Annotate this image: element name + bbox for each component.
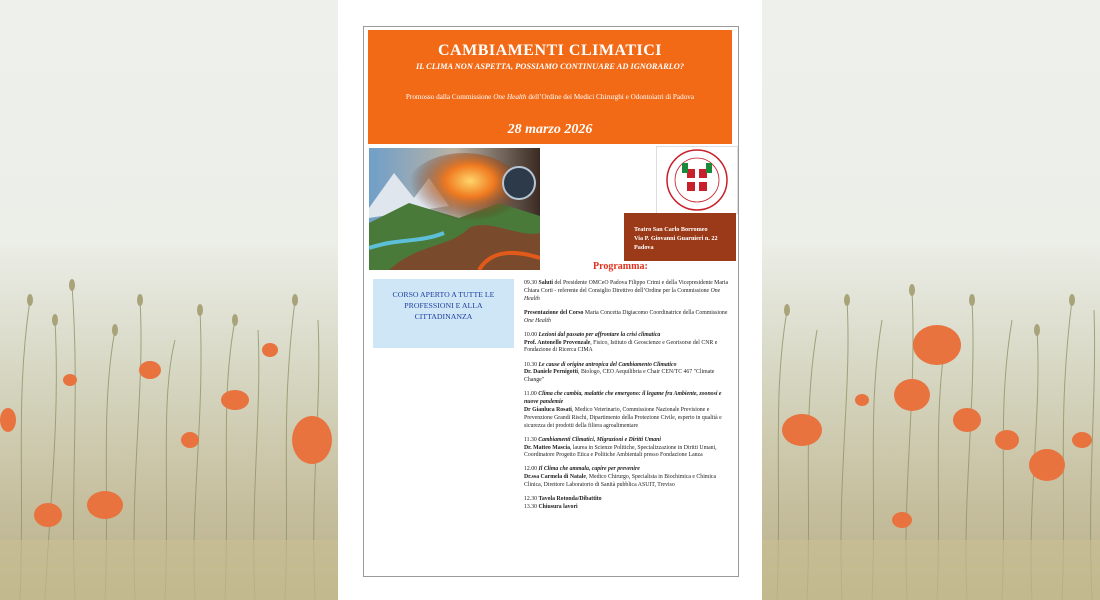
venue-name: Teatro San Carlo Borromeo: [634, 226, 708, 233]
event-subtitle: IL CLIMA NON ASPETTA, POSSIAMO CONTINUARE AD IGNORARLO?: [415, 62, 685, 71]
medical-order-logo: [656, 146, 738, 214]
program-item-1200: 12.00 Il Clima che ammala, capire per prevenire Dr.ssa Carmela di Natale, Medico Chirurgo, Specialista in Biochimica e Chimica Clinica, Direttore Laboratorio di Sanità pubblica ASUIT, Treviso: [524, 466, 717, 489]
program-list: [524, 280, 730, 518]
header-banner: [368, 30, 732, 144]
program-item-0930: 09.30 Saluti del Presidente OMCeO Padova Filippo Crimi e della Vicepresidente Maria Chiara Corti - referente del Consiglio Direttivo dell’Ordine per la Commissione One Health: [524, 280, 729, 302]
program-item-1000: 10.00 Lezioni dal passato per affrontare la crisi climatica Prof. Antonello Provenzale, Fisico, Istituto di Geoscienze e Georisorse del CNR e Fondazione di Ricerca CIMA: [524, 331, 718, 354]
program-item-1130: 11.30 Cambiamenti Climatici, Migrazioni e Diritti Umani Dr. Matteo Mascia, laurea in Scienze Politiche, Specializzazione in Diritti Umani, Coordinatore Progetto Etica e Politiche Ambientali presso Fondazione Lanza: [524, 436, 717, 459]
promoter-text-post: dell’Ordine dei Medici Chirurghi e Odontoiatri di Padova: [526, 93, 695, 101]
meadow-illustration-left: [0, 0, 338, 600]
meadow-illustration-right: [762, 0, 1100, 600]
promoter-text-italic: One Health: [493, 93, 527, 101]
order-seal-emblem: [657, 147, 737, 213]
promoter-text: [388, 92, 712, 102]
venue-box: [624, 213, 736, 261]
program-heading: Programma:: [593, 261, 648, 272]
program-item-1030: 10.30 Le cause di origine antropica del Cambiamento Climatico Dr. Daniele Pernigotti, Biologo, CEO Aequilibria e Chair CEN/TC 467 "Climate Change": [524, 361, 715, 384]
climate-landscape-illustration: [369, 148, 540, 270]
venue-address: Via P. Giovanni Guarnieri n. 22: [634, 235, 718, 242]
background-meadow-right: [762, 0, 1100, 600]
promoter-text-pre: Promosso dalla Commissione: [405, 93, 494, 101]
venue-city: Padova: [634, 244, 654, 251]
climate-hero-image: [369, 148, 540, 270]
program-item-presentation: Presentazione del Corso Maria Concetta Digiacomo Coordinatrice della Commissione One Health: [524, 309, 728, 324]
open-course-notice: CORSO APERTO A TUTTE LE PROFESSIONI E ALLA CITTADINANZA: [373, 279, 514, 348]
background-meadow-left: [0, 0, 338, 600]
event-title: CAMBIAMENTI CLIMATICI: [438, 42, 662, 59]
event-date: 28 marzo 2026: [507, 122, 593, 137]
program-item-1100: 11.00 Clima che cambia, malattie che emergono: il legame fra Ambiente, zoonosi e nuove pandemie Dr Gianluca Rosati, Medico Veterinario, Commissione Nazionale Previsione e Prevenzione Grandi Rischi, Dipartimento della Protezione Civile, esperto in qualità e sicurezza dei prodotti della filiera agroalimentare: [524, 391, 722, 429]
program-item-closing: 12.30 Tavola Rotonda/Dibattito 13.30 Chiusura lavori: [524, 496, 602, 511]
